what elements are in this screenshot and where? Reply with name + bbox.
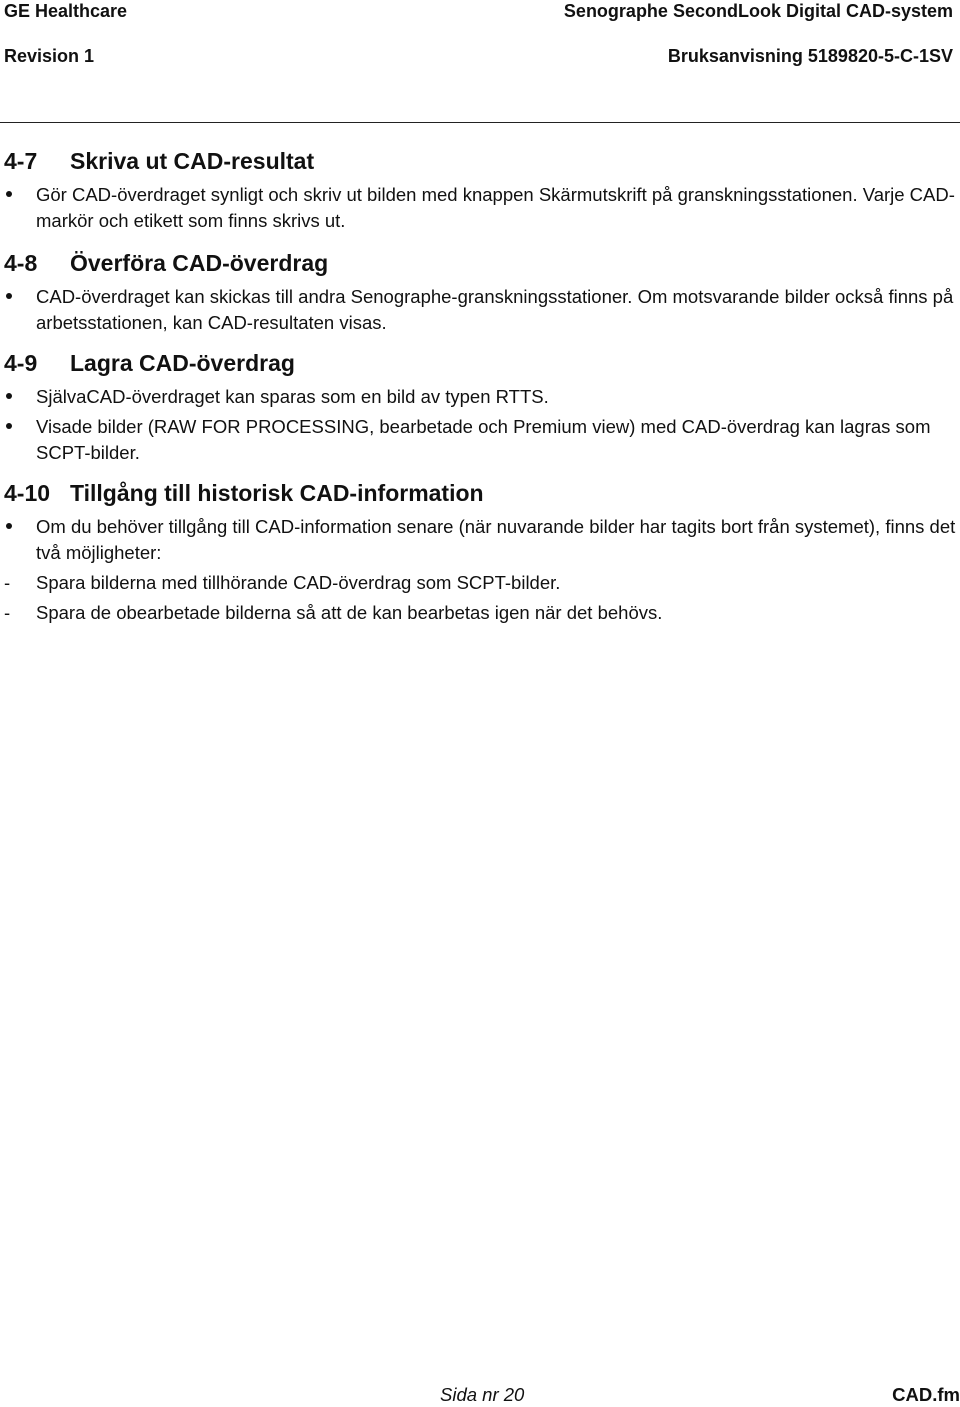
bullet-item: [0, 384, 960, 410]
section-number: 4-8: [4, 250, 38, 276]
section-heading: [0, 246, 960, 280]
bullet-item: [0, 414, 960, 466]
bullet-icon: [0, 182, 36, 234]
bullet-text: CAD-överdraget kan skickas till andra Senographe-granskningsstationer. Om motsvarande bilder också finns på arbetsstationen, kan CAD-resultaten visas.: [36, 286, 954, 333]
document-body: [0, 144, 960, 630]
dash-text: Spara de obearbetade bilderna så att de kan bearbetas igen när det behövs.: [36, 602, 663, 623]
bullet-icon: [0, 414, 36, 466]
bullet-icon: [0, 514, 36, 566]
dash-item: [0, 570, 960, 596]
section-4-8: [0, 246, 960, 336]
section-4-10: [0, 476, 960, 626]
header-divider: [0, 122, 960, 123]
bullet-text: Visade bilder (RAW FOR PROCESSING, bearbetade och Premium view) med CAD-överdrag kan lagras som SCPT-bilder.: [36, 416, 931, 463]
header-company: GE Healthcare: [4, 1, 128, 21]
dash-icon: -: [4, 602, 11, 623]
footer-page-number: Sida nr 20: [440, 1384, 525, 1405]
bullet-icon: [0, 384, 36, 410]
section-number: 4-7: [4, 148, 38, 174]
header-manual-number: Bruksanvisning 5189820-5-C-1SV: [667, 46, 953, 66]
footer-file-name: CAD.fm: [892, 1384, 960, 1405]
bullet-text: Om du behöver tillgång till CAD-information senare (när nuvarande bilder har tagits bort från systemet), finns det två möjligheter:: [36, 516, 956, 563]
section-heading: [0, 144, 960, 178]
bullet-text: Gör CAD-överdraget synligt och skriv ut bilden med knappen Skärmutskrift på granskningsstationen. Varje CAD-markör och etikett som finns skrivs ut.: [36, 184, 955, 231]
bullet-item: [0, 284, 960, 336]
section-number: 4-9: [4, 350, 38, 376]
section-heading: [0, 346, 960, 380]
bullet-icon: [0, 284, 36, 336]
dash-text: Spara bilderna med tillhörande CAD-överdrag som SCPT-bilder.: [36, 572, 561, 593]
bullet-text: SjälvaCAD-överdraget kan sparas som en bild av typen RTTS.: [36, 386, 549, 407]
section-title: Skriva ut CAD-resultat: [70, 148, 315, 174]
dash-icon: -: [4, 572, 11, 593]
section-title: Överföra CAD-överdrag: [70, 250, 329, 276]
dash-item: [0, 600, 960, 626]
section-heading: [0, 476, 960, 510]
header-product-name: Senographe SecondLook Digital CAD-system: [563, 1, 953, 21]
bullet-item: [0, 514, 960, 566]
bullet-item: [0, 182, 960, 234]
section-4-9: [0, 346, 960, 466]
section-number: 4-10: [4, 480, 51, 506]
section-title: Tillgång till historisk CAD-information: [70, 480, 484, 506]
section-4-7: [0, 144, 960, 234]
section-title: Lagra CAD-överdrag: [70, 350, 295, 376]
header-revision: Revision 1: [4, 46, 95, 66]
